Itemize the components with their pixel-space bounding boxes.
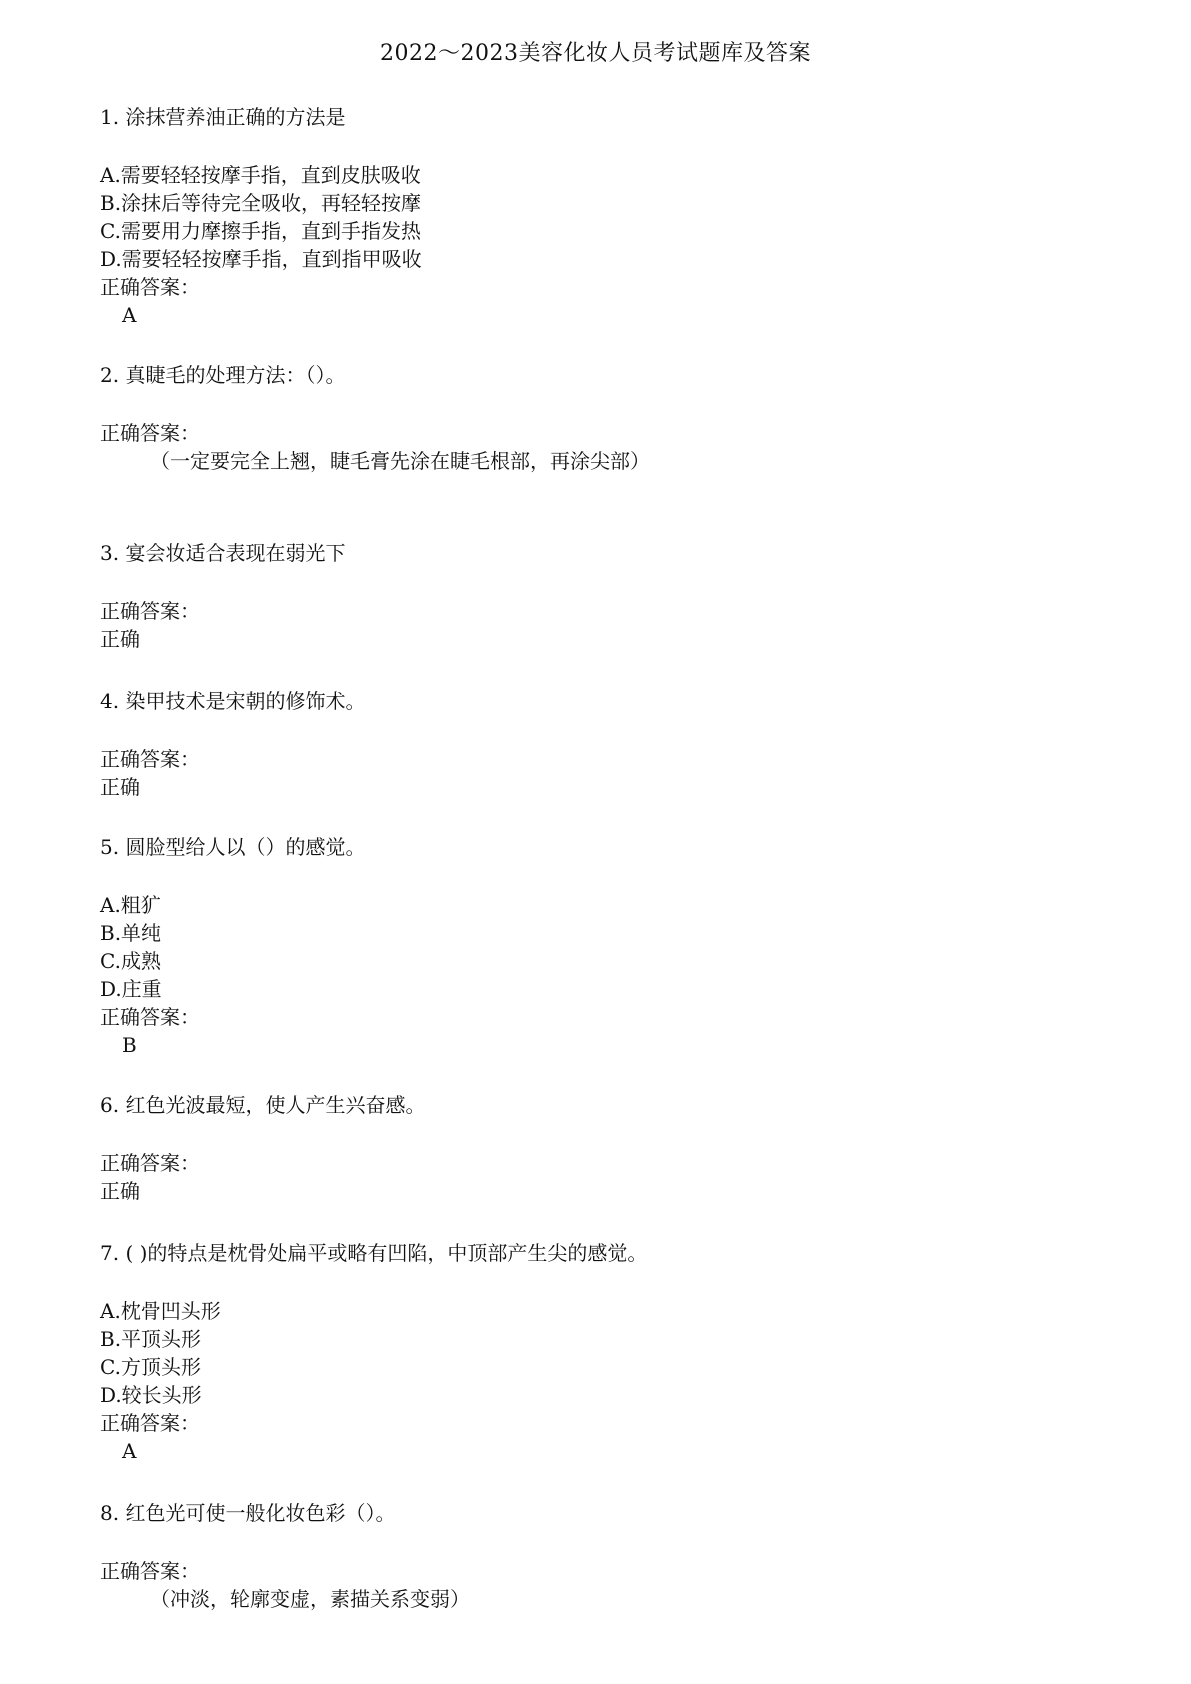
question-2-answer-label: 正确答案： bbox=[100, 421, 200, 445]
question-7-option-b: B.平顶头形 bbox=[100, 1327, 202, 1351]
question-1-option-b: B.涂抹后等待完全吸收，再轻轻按摩 bbox=[100, 191, 422, 215]
question-8-answer-label: 正确答案： bbox=[100, 1559, 200, 1583]
question-4-answer: 正确 bbox=[100, 775, 140, 799]
question-7-option-c: C.方顶头形 bbox=[100, 1355, 201, 1379]
question-7-answer: A bbox=[122, 1439, 137, 1463]
question-5-answer: B bbox=[122, 1033, 137, 1057]
question-7-option-d: D.较长头形 bbox=[100, 1383, 202, 1407]
question-1-option-d: D.需要轻轻按摩手指，直到指甲吸收 bbox=[100, 247, 422, 271]
question-2-answer: （一定要完全上翘，睫毛膏先涂在睫毛根部，再涂尖部） bbox=[150, 449, 650, 473]
question-1-option-a: A.需要轻轻按摩手指，直到皮肤吸收 bbox=[100, 163, 421, 187]
question-3-text: 3. 宴会妆适合表现在弱光下 bbox=[100, 541, 346, 565]
question-4-text: 4. 染甲技术是宋朝的修饰术。 bbox=[100, 689, 366, 713]
question-1-text: 1. 涂抹营养油正确的方法是 bbox=[100, 105, 346, 129]
question-3-answer: 正确 bbox=[100, 627, 140, 651]
question-6-answer: 正确 bbox=[100, 1179, 140, 1203]
question-5-option-a: A.粗犷 bbox=[100, 893, 161, 917]
question-5-option-b: B.单纯 bbox=[100, 921, 162, 945]
question-2-text: 2. 真睫毛的处理方法：（）。 bbox=[100, 363, 346, 387]
question-3-answer-label: 正确答案： bbox=[100, 599, 200, 623]
question-1-answer: A bbox=[122, 303, 137, 327]
question-5-option-d: D.庄重 bbox=[100, 977, 162, 1001]
question-7-text: 7. ( )的特点是枕骨处扁平或略有凹陷，中顶部产生尖的感觉。 bbox=[100, 1241, 648, 1265]
question-1-option-c: C.需要用力摩擦手指，直到手指发热 bbox=[100, 219, 421, 243]
question-8-text: 8. 红色光可使一般化妆色彩（）。 bbox=[100, 1501, 396, 1525]
question-7-option-a: A.枕骨凹头形 bbox=[100, 1299, 221, 1323]
question-7-answer-label: 正确答案： bbox=[100, 1411, 200, 1435]
page-title: 2022～2023美容化妆人员考试题库及答案 bbox=[380, 41, 811, 66]
question-5-option-c: C.成熟 bbox=[100, 949, 161, 973]
question-5-text: 5. 圆脸型给人以（）的感觉。 bbox=[100, 835, 366, 859]
question-4-answer-label: 正确答案： bbox=[100, 747, 200, 771]
question-6-answer-label: 正确答案： bbox=[100, 1151, 200, 1175]
question-5-answer-label: 正确答案： bbox=[100, 1005, 200, 1029]
question-8-answer: （冲淡，轮廓变虚，素描关系变弱） bbox=[150, 1587, 470, 1611]
question-1-answer-label: 正确答案： bbox=[100, 275, 200, 299]
question-6-text: 6. 红色光波最短，使人产生兴奋感。 bbox=[100, 1093, 426, 1117]
